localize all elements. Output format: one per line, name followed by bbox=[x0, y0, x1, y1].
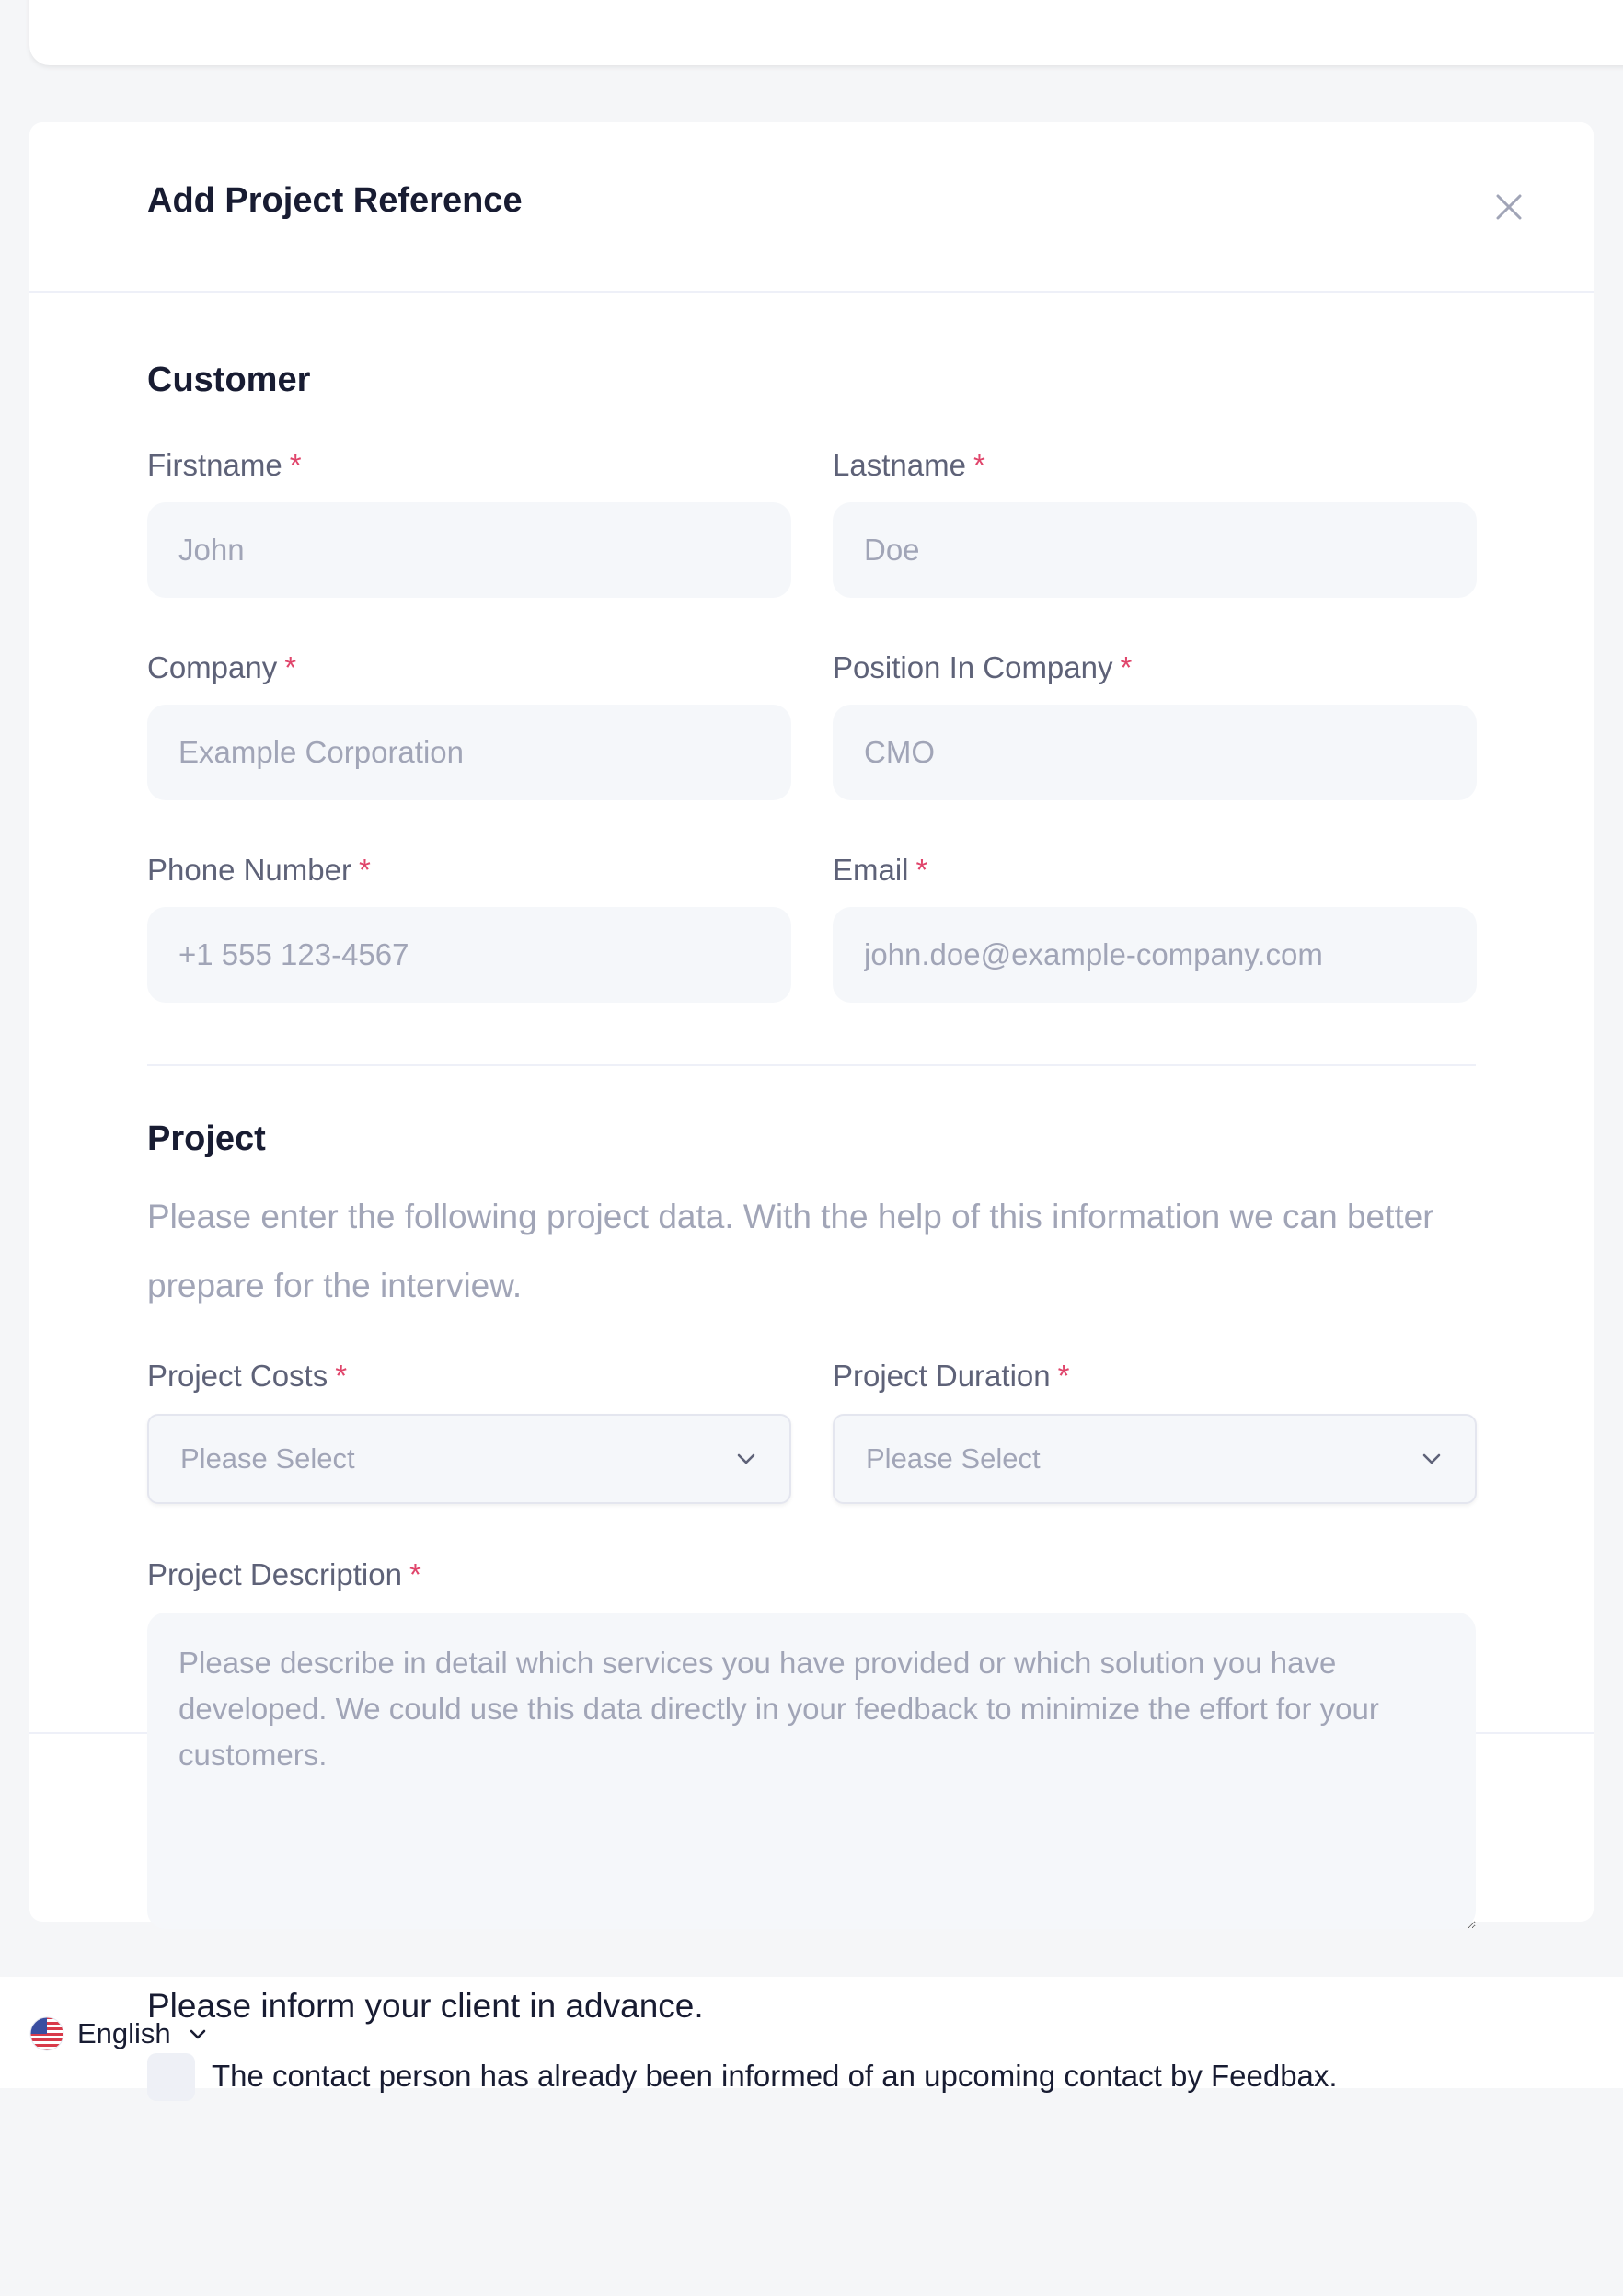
project-duration-select[interactable] bbox=[833, 1414, 1477, 1504]
firstname-input[interactable] bbox=[147, 502, 791, 598]
contact-informed-label[interactable]: The contact person has already been informed of an upcoming contact by Feedbax. bbox=[212, 2059, 1338, 2093]
required-marker: * bbox=[335, 1359, 348, 1393]
project-costs-label: Project Costs * bbox=[147, 1359, 348, 1393]
phone-input[interactable] bbox=[147, 907, 791, 1003]
project-duration-value: Please Select bbox=[866, 1442, 1041, 1475]
project-description-textarea[interactable] bbox=[147, 1613, 1476, 1929]
chevron-down-icon bbox=[1420, 1447, 1444, 1471]
email-input[interactable] bbox=[833, 907, 1477, 1003]
customer-section-title: Customer bbox=[147, 361, 311, 399]
required-marker: * bbox=[1057, 1359, 1070, 1393]
required-marker: * bbox=[1120, 650, 1133, 684]
us-flag-icon bbox=[29, 2016, 64, 2051]
company-input[interactable] bbox=[147, 705, 791, 800]
top-card bbox=[29, 0, 1623, 65]
project-costs-value: Please Select bbox=[180, 1442, 355, 1475]
position-input[interactable] bbox=[833, 705, 1477, 800]
position-label: Position In Company * bbox=[833, 650, 1133, 684]
modal-title: Add Project Reference bbox=[147, 181, 523, 220]
project-costs-select[interactable] bbox=[147, 1414, 791, 1504]
required-marker: * bbox=[358, 853, 371, 887]
close-icon bbox=[1491, 189, 1527, 225]
required-marker: * bbox=[409, 1557, 421, 1591]
inform-client-title: Please inform your client in advance. bbox=[147, 1987, 704, 2025]
contact-informed-checkbox[interactable] bbox=[147, 2053, 195, 2101]
project-duration-label: Project Duration * bbox=[833, 1359, 1070, 1393]
modal-header bbox=[29, 122, 1594, 293]
chevron-down-icon bbox=[188, 2024, 208, 2044]
close-button[interactable] bbox=[1491, 189, 1527, 225]
firstname-label: Firstname * bbox=[147, 448, 302, 482]
chevron-down-icon bbox=[734, 1447, 758, 1471]
company-label: Company * bbox=[147, 650, 297, 684]
project-section-title: Project bbox=[147, 1119, 266, 1158]
required-marker: * bbox=[915, 853, 928, 887]
lastname-label: Lastname * bbox=[833, 448, 985, 482]
email-label: Email * bbox=[833, 853, 928, 887]
phone-label: Phone Number * bbox=[147, 853, 371, 887]
required-marker: * bbox=[973, 448, 985, 482]
lastname-input[interactable] bbox=[833, 502, 1477, 598]
language-label: English bbox=[77, 2017, 171, 2049]
required-marker: * bbox=[284, 650, 297, 684]
section-divider bbox=[147, 1064, 1476, 1066]
project-description-label: Project Description * bbox=[147, 1557, 421, 1591]
required-marker: * bbox=[289, 448, 302, 482]
project-section-description: Please enter the following project data. With the help of this information we can better prepare for the interview. bbox=[147, 1198, 1434, 1304]
